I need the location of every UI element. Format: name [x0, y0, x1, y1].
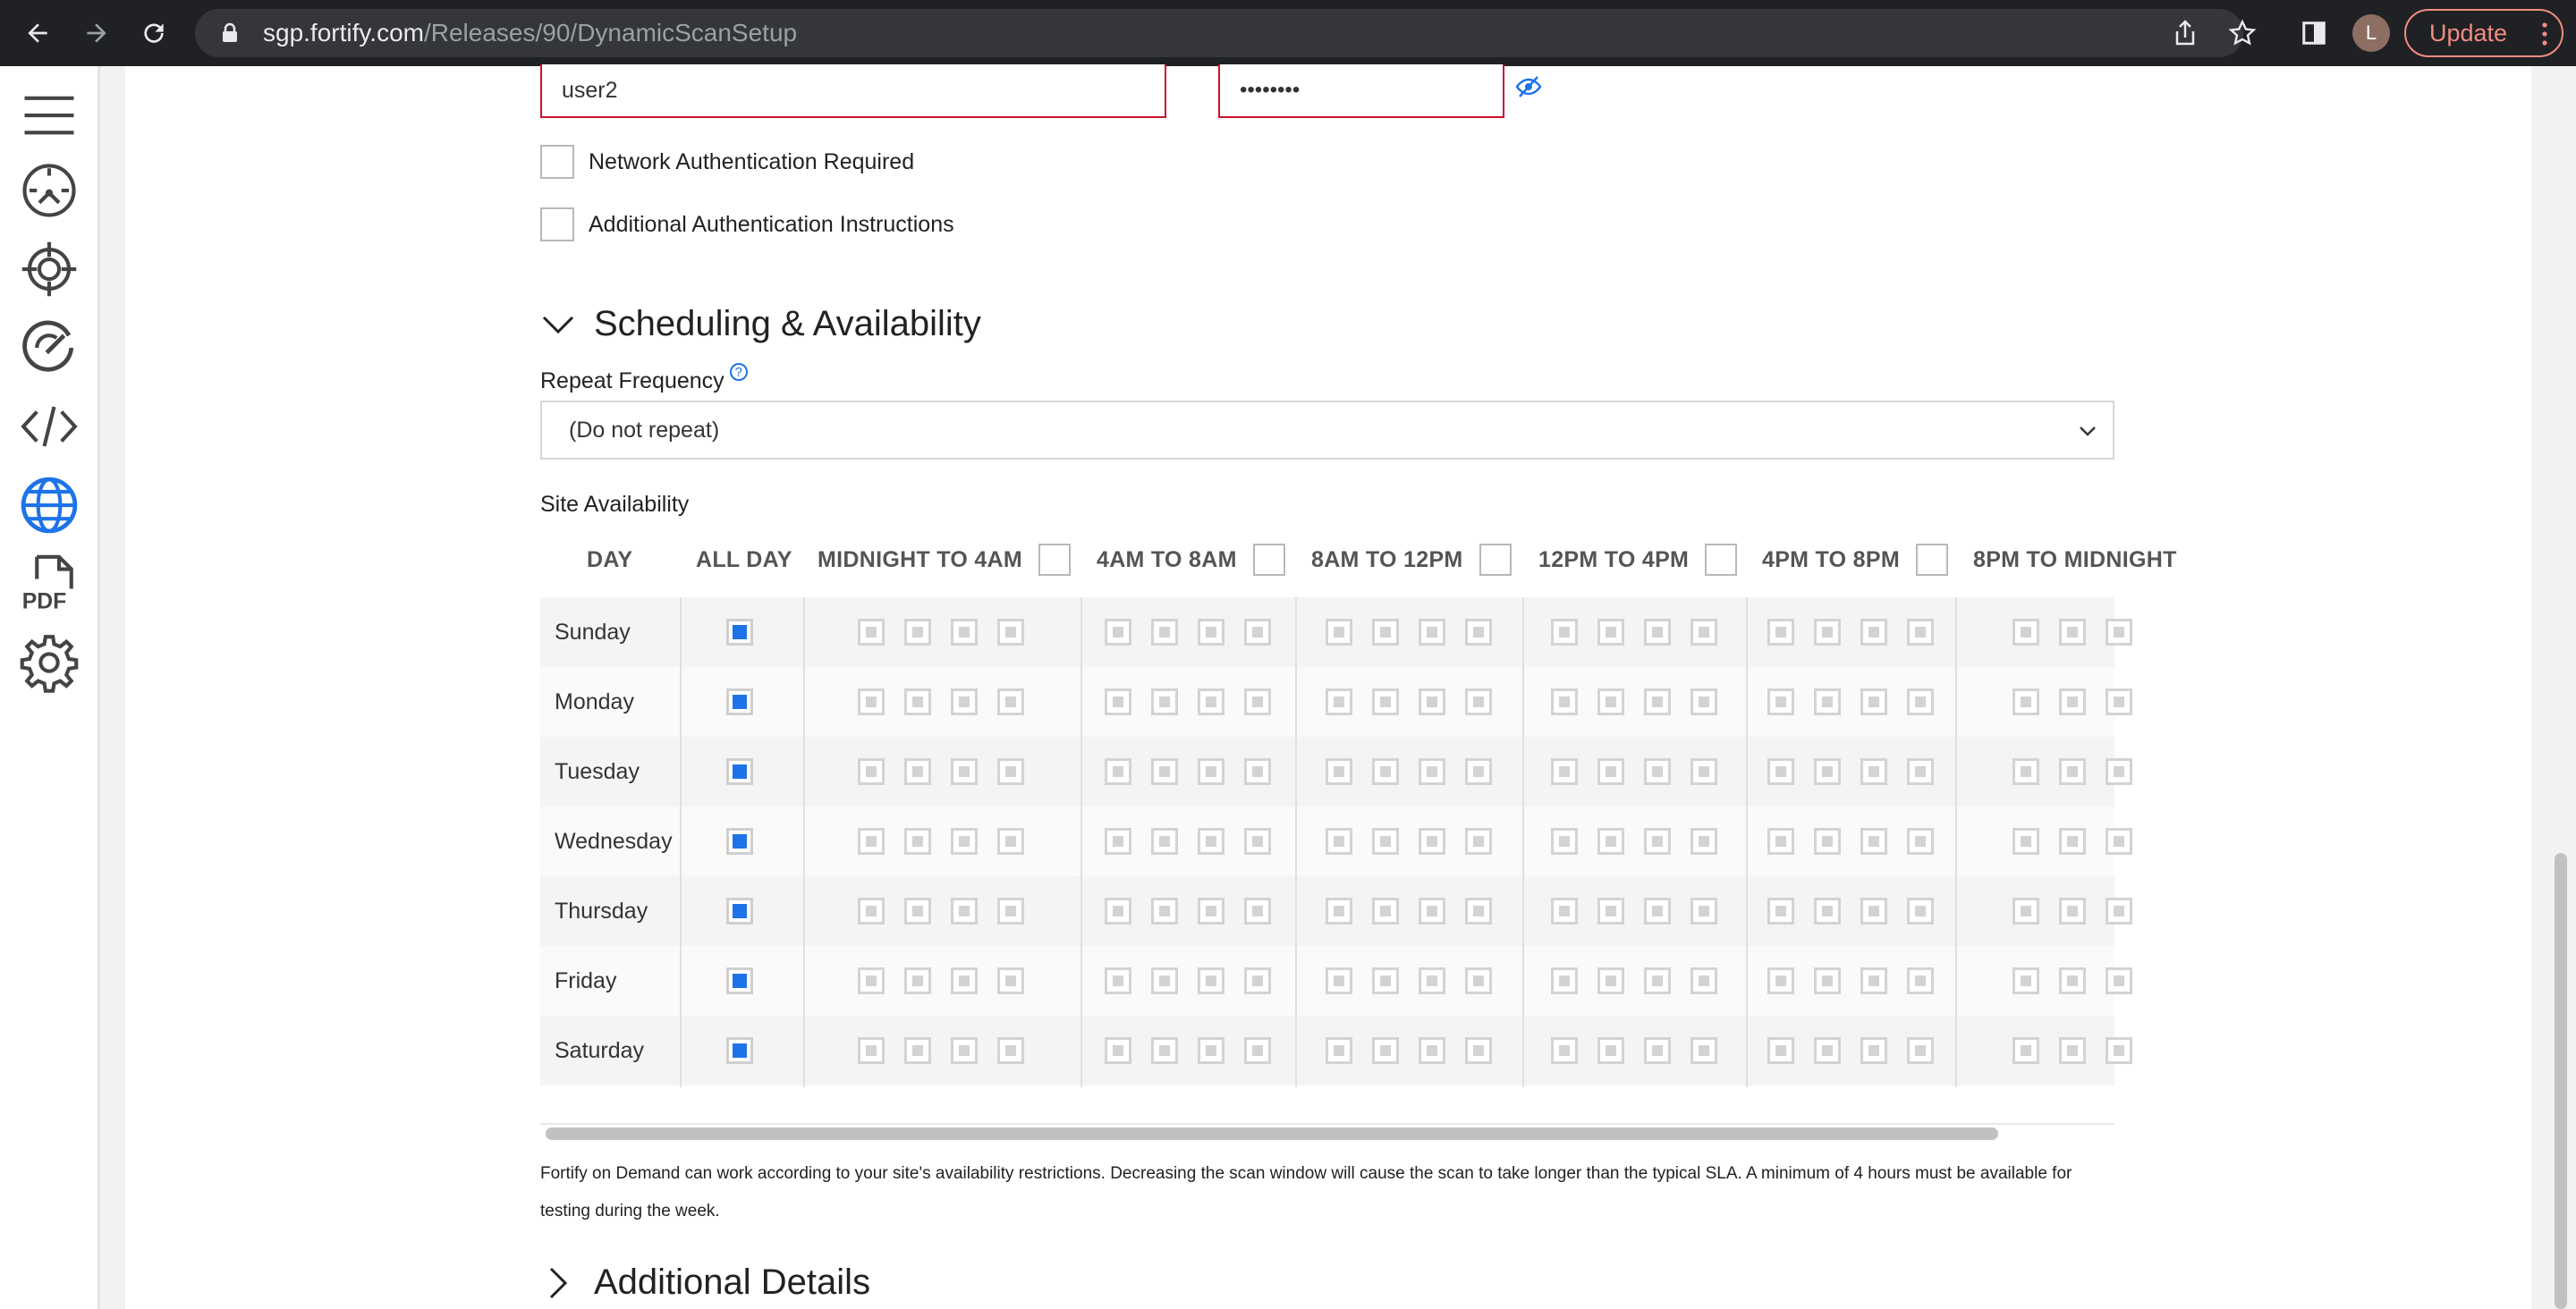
time-slot-checkbox[interactable]	[2012, 619, 2039, 646]
time-slot-checkbox[interactable]	[2012, 1037, 2039, 1064]
time-slot-checkbox[interactable]	[904, 1037, 931, 1064]
time-slot-checkbox[interactable]	[1326, 898, 1352, 925]
time-slot-checkbox[interactable]	[1198, 1037, 1224, 1064]
time-slot-checkbox[interactable]	[1597, 1037, 1624, 1064]
time-slot-checkbox[interactable]	[951, 828, 978, 855]
side-panel-icon[interactable]	[2297, 16, 2331, 50]
time-slot-checkbox[interactable]	[1767, 758, 1794, 785]
col-header-midnight-4am: MIDNIGHT TO 4AM	[818, 522, 1071, 597]
time-slot-checkbox[interactable]	[1907, 828, 1934, 855]
all-day-checkbox[interactable]	[726, 619, 753, 646]
time-slot-checkbox[interactable]	[2106, 758, 2132, 785]
time-slot-checkbox[interactable]	[1907, 898, 1934, 925]
slot-column-checkbox[interactable]	[1479, 544, 1512, 576]
time-slot-checkbox[interactable]	[1151, 688, 1178, 715]
time-slot-checkbox[interactable]	[1907, 758, 1934, 785]
help-icon[interactable]: ?	[730, 363, 748, 381]
time-slot-checkbox[interactable]	[1419, 688, 1445, 715]
time-slot-checkbox[interactable]	[1767, 619, 1794, 646]
day-label: Wednesday	[555, 828, 673, 854]
availability-row-thursday	[540, 876, 2114, 946]
time-slot-checkbox[interactable]	[2106, 688, 2132, 715]
time-slot-checkbox[interactable]	[1372, 758, 1399, 785]
time-slot-checkbox[interactable]	[1326, 688, 1352, 715]
time-slot-checkbox[interactable]	[1198, 828, 1224, 855]
additional-details-section-header[interactable]	[540, 1263, 870, 1303]
time-slot-checkbox[interactable]	[997, 898, 1024, 925]
availability-note: Fortify on Demand can work according to your site's availability restrictions. Decreasing the scan window will cause the scan to take longer than the typical SLA. A minimum of 4 hours must be available for testing during the week.	[540, 1164, 2072, 1220]
time-slot-checkbox[interactable]	[1372, 898, 1399, 925]
time-slot-checkbox[interactable]	[1151, 898, 1178, 925]
time-slot-checkbox[interactable]	[2012, 688, 2039, 715]
time-slot-checkbox[interactable]	[1644, 619, 1671, 646]
time-slot-checkbox[interactable]	[1151, 828, 1178, 855]
network-auth-checkbox[interactable]	[540, 145, 574, 179]
time-slot-checkbox[interactable]	[1814, 758, 1841, 785]
slot-column-checkbox[interactable]	[1253, 544, 1285, 576]
time-slot-checkbox[interactable]	[2059, 967, 2086, 994]
time-slot-checkbox[interactable]	[1372, 828, 1399, 855]
reload-icon[interactable]	[127, 0, 181, 66]
time-slot-checkbox[interactable]	[1767, 898, 1794, 925]
time-slot-checkbox[interactable]	[1372, 619, 1399, 646]
time-slot-checkbox[interactable]	[1419, 898, 1445, 925]
time-slot-checkbox[interactable]	[1372, 688, 1399, 715]
slot-column-checkbox[interactable]	[1038, 544, 1071, 576]
gauge-icon[interactable]	[18, 317, 80, 379]
code-icon[interactable]	[18, 395, 80, 458]
time-slot-checkbox[interactable]	[1644, 898, 1671, 925]
time-slot-checkbox[interactable]	[858, 688, 885, 715]
time-slot-checkbox[interactable]	[1326, 967, 1352, 994]
profile-avatar[interactable]: L	[2352, 14, 2390, 52]
time-slot-checkbox[interactable]	[2059, 619, 2086, 646]
page-scrollbar[interactable]	[2555, 853, 2567, 1309]
time-slot-checkbox[interactable]	[1597, 967, 1624, 994]
share-icon[interactable]	[2168, 16, 2202, 50]
day-label: Tuesday	[555, 758, 640, 784]
more-menu-icon[interactable]	[2542, 21, 2547, 46]
time-slot-checkbox[interactable]	[1244, 1037, 1271, 1064]
time-slot-checkbox[interactable]	[1326, 1037, 1352, 1064]
time-slot-checkbox[interactable]	[1419, 758, 1445, 785]
day-label: Saturday	[555, 1037, 645, 1063]
time-slot-checkbox[interactable]	[2059, 828, 2086, 855]
time-slot-checkbox[interactable]	[951, 1037, 978, 1064]
time-slot-checkbox[interactable]	[2106, 1037, 2132, 1064]
time-slot-checkbox[interactable]	[2059, 688, 2086, 715]
time-slot-checkbox[interactable]	[1860, 1037, 1887, 1064]
time-slot-checkbox[interactable]	[1198, 898, 1224, 925]
time-slot-checkbox[interactable]	[1244, 758, 1271, 785]
time-slot-checkbox[interactable]	[1326, 828, 1352, 855]
time-slot-checkbox[interactable]	[1814, 688, 1841, 715]
time-slot-checkbox[interactable]	[2012, 758, 2039, 785]
time-slot-checkbox[interactable]	[904, 898, 931, 925]
time-slot-checkbox[interactable]	[1814, 898, 1841, 925]
time-slot-checkbox[interactable]	[1860, 758, 1887, 785]
time-slot-checkbox[interactable]	[997, 828, 1024, 855]
time-slot-checkbox[interactable]	[1597, 688, 1624, 715]
time-slot-checkbox[interactable]	[1244, 898, 1271, 925]
time-slot-checkbox[interactable]	[1151, 619, 1178, 646]
time-slot-checkbox[interactable]	[1551, 1037, 1578, 1064]
browser-toolbar	[0, 0, 2576, 66]
grid-horizontal-scrollbar[interactable]	[546, 1127, 1998, 1140]
time-slot-checkbox[interactable]	[2106, 828, 2132, 855]
all-day-checkbox[interactable]	[726, 758, 753, 785]
availability-row-wednesday	[540, 807, 2114, 876]
time-slot-checkbox[interactable]	[1690, 1037, 1717, 1064]
additional-auth-label: Additional Authentication Instructions	[589, 211, 954, 237]
time-slot-checkbox[interactable]	[1644, 967, 1671, 994]
time-slot-checkbox[interactable]	[2059, 1037, 2086, 1064]
repeat-frequency-select[interactable]	[540, 401, 2114, 460]
time-slot-checkbox[interactable]	[1244, 619, 1271, 646]
col-header-day: DAY	[587, 546, 633, 572]
time-slot-checkbox[interactable]	[1244, 688, 1271, 715]
time-slot-checkbox[interactable]	[1465, 688, 1492, 715]
time-slot-checkbox[interactable]	[1198, 619, 1224, 646]
scheduling-section-title: Scheduling & Availability	[594, 304, 981, 343]
time-slot-checkbox[interactable]	[904, 758, 931, 785]
time-slot-checkbox[interactable]	[1860, 619, 1887, 646]
grid-divider	[1295, 597, 1297, 1087]
time-slot-checkbox[interactable]	[904, 828, 931, 855]
additional-auth-checkbox-row[interactable]	[540, 207, 954, 241]
time-slot-checkbox[interactable]	[997, 758, 1024, 785]
time-slot-checkbox[interactable]	[1372, 967, 1399, 994]
day-label: Friday	[555, 967, 617, 993]
all-day-checkbox[interactable]	[726, 688, 753, 715]
availability-row-monday	[540, 667, 2114, 737]
time-slot-checkbox[interactable]	[1465, 1037, 1492, 1064]
time-slot-checkbox[interactable]	[2012, 898, 2039, 925]
time-slot-checkbox[interactable]	[1326, 758, 1352, 785]
col-header-all-day: ALL DAY	[696, 546, 792, 572]
time-slot-checkbox[interactable]	[1105, 688, 1131, 715]
time-slot-checkbox[interactable]	[1597, 758, 1624, 785]
slot-column-checkbox[interactable]	[1705, 544, 1737, 576]
network-auth-label: Network Authentication Required	[589, 148, 915, 174]
address-bar[interactable]	[195, 9, 2243, 57]
col-header-8am-12pm: 8AM TO 12PM	[1311, 522, 1512, 597]
availability-grid	[540, 522, 2177, 1087]
time-slot-checkbox[interactable]	[1814, 828, 1841, 855]
time-slot-checkbox[interactable]	[1105, 967, 1131, 994]
time-slot-checkbox[interactable]	[1551, 688, 1578, 715]
grid-divider	[1080, 597, 1082, 1087]
time-slot-checkbox[interactable]	[1690, 619, 1717, 646]
time-slot-checkbox[interactable]	[1907, 619, 1934, 646]
time-slot-checkbox[interactable]	[1244, 828, 1271, 855]
time-slot-checkbox[interactable]	[1814, 967, 1841, 994]
url-text: sgp.fortify.com/Releases/90/DynamicScanSetup	[263, 19, 798, 46]
menu-icon[interactable]	[18, 84, 80, 147]
username-value: user2	[562, 77, 618, 103]
time-slot-checkbox[interactable]	[997, 967, 1024, 994]
network-auth-checkbox-row[interactable]	[540, 145, 914, 179]
chevron-down-icon	[2077, 420, 2098, 442]
chevron-right-icon	[540, 1265, 576, 1301]
time-slot-checkbox[interactable]	[1907, 1037, 1934, 1064]
time-slot-checkbox[interactable]	[2106, 619, 2132, 646]
time-slot-checkbox[interactable]	[1860, 967, 1887, 994]
time-slot-checkbox[interactable]	[1860, 898, 1887, 925]
grid-divider	[1522, 597, 1524, 1087]
day-label: Monday	[555, 688, 634, 714]
time-slot-checkbox[interactable]	[1644, 758, 1671, 785]
password-field[interactable]	[1218, 64, 1504, 118]
col-header-4am-8am: 4AM TO 8AM	[1097, 522, 1285, 597]
grid-divider	[680, 597, 682, 1087]
password-value: ••••••••	[1240, 78, 1301, 102]
target-icon[interactable]	[18, 238, 80, 300]
time-slot-checkbox[interactable]	[1198, 967, 1224, 994]
additional-details-title: Additional Details	[594, 1263, 871, 1302]
repeat-frequency-label: Repeat Frequency ?	[540, 368, 748, 394]
time-slot-checkbox[interactable]	[1465, 828, 1492, 855]
time-slot-checkbox[interactable]	[1244, 967, 1271, 994]
site-availability-label: Site Availability	[540, 492, 690, 517]
time-slot-checkbox[interactable]	[1860, 828, 1887, 855]
col-header-12pm-4pm: 12PM TO 4PM	[1538, 522, 1737, 597]
time-slot-checkbox[interactable]	[1465, 967, 1492, 994]
repeat-frequency-value: (Do not repeat)	[569, 417, 720, 443]
time-slot-checkbox[interactable]	[2106, 967, 2132, 994]
time-slot-checkbox[interactable]	[1326, 619, 1352, 646]
time-slot-checkbox[interactable]	[951, 967, 978, 994]
availability-row-tuesday	[540, 737, 2114, 807]
time-slot-checkbox[interactable]	[1767, 967, 1794, 994]
bookmark-star-icon[interactable]	[2225, 16, 2259, 50]
time-slot-checkbox[interactable]	[858, 758, 885, 785]
time-slot-checkbox[interactable]	[1465, 898, 1492, 925]
scheduling-section-header[interactable]	[540, 304, 981, 344]
time-slot-checkbox[interactable]	[1690, 967, 1717, 994]
time-slot-checkbox[interactable]	[1105, 828, 1131, 855]
chevron-down-icon	[540, 307, 576, 342]
time-slot-checkbox[interactable]	[858, 1037, 885, 1064]
update-button[interactable]: Update	[2404, 9, 2563, 57]
time-slot-checkbox[interactable]	[997, 1037, 1024, 1064]
time-slot-checkbox[interactable]	[1419, 828, 1445, 855]
time-slot-checkbox[interactable]	[1198, 688, 1224, 715]
page-gutter-left	[100, 66, 125, 1309]
grid-divider	[1955, 597, 1957, 1087]
time-slot-checkbox[interactable]	[904, 619, 931, 646]
time-slot-checkbox[interactable]	[1690, 688, 1717, 715]
time-slot-checkbox[interactable]	[1105, 1037, 1131, 1064]
time-slot-checkbox[interactable]	[2059, 898, 2086, 925]
time-slot-checkbox[interactable]	[1597, 828, 1624, 855]
time-slot-checkbox[interactable]	[1419, 1037, 1445, 1064]
svg-text:PDF: PDF	[21, 589, 67, 614]
time-slot-checkbox[interactable]	[1551, 758, 1578, 785]
time-slot-checkbox[interactable]	[904, 688, 931, 715]
grid-divider	[1746, 597, 1748, 1087]
time-slot-checkbox[interactable]	[1551, 828, 1578, 855]
back-icon[interactable]	[11, 0, 64, 66]
time-slot-checkbox[interactable]	[1551, 967, 1578, 994]
time-slot-checkbox[interactable]	[1644, 828, 1671, 855]
forward-icon[interactable]	[70, 0, 123, 66]
col-header-4pm-8pm: 4PM TO 8PM	[1762, 522, 1948, 597]
left-nav-rail	[0, 66, 100, 1309]
all-day-checkbox[interactable]	[726, 967, 753, 994]
time-slot-checkbox[interactable]	[997, 619, 1024, 646]
grid-divider	[803, 597, 805, 1087]
col-header-8pm-midnight: 8PM TO MIDNIGHT	[1973, 546, 2177, 572]
time-slot-checkbox[interactable]	[1419, 967, 1445, 994]
show-password-icon[interactable]	[1515, 73, 1542, 100]
day-label: Thursday	[555, 898, 648, 924]
time-slot-checkbox[interactable]	[1597, 619, 1624, 646]
all-day-checkbox[interactable]	[726, 828, 753, 855]
time-slot-checkbox[interactable]	[1105, 619, 1131, 646]
time-slot-checkbox[interactable]	[858, 967, 885, 994]
time-slot-checkbox[interactable]	[2106, 898, 2132, 925]
time-slot-checkbox[interactable]	[1860, 688, 1887, 715]
time-slot-checkbox[interactable]	[1105, 758, 1131, 785]
time-slot-checkbox[interactable]	[2012, 967, 2039, 994]
time-slot-checkbox[interactable]	[1767, 688, 1794, 715]
time-slot-checkbox[interactable]	[1907, 688, 1934, 715]
availability-row-saturday	[540, 1016, 2114, 1085]
time-slot-checkbox[interactable]	[1151, 1037, 1178, 1064]
time-slot-checkbox[interactable]	[1767, 1037, 1794, 1064]
page-gutter-right	[2531, 66, 2576, 1309]
slot-column-checkbox[interactable]	[1916, 544, 1948, 576]
time-slot-checkbox[interactable]	[858, 619, 885, 646]
time-slot-checkbox[interactable]	[951, 619, 978, 646]
pdf-icon[interactable]	[18, 553, 80, 615]
time-slot-checkbox[interactable]	[1551, 619, 1578, 646]
time-slot-checkbox[interactable]	[997, 688, 1024, 715]
time-slot-checkbox[interactable]	[858, 898, 885, 925]
time-slot-checkbox[interactable]	[1814, 1037, 1841, 1064]
all-day-checkbox[interactable]	[726, 1037, 753, 1064]
time-slot-checkbox[interactable]	[1465, 758, 1492, 785]
time-slot-checkbox[interactable]	[1690, 758, 1717, 785]
lock-icon	[215, 22, 245, 44]
time-slot-checkbox[interactable]	[2012, 828, 2039, 855]
time-slot-checkbox[interactable]	[1551, 898, 1578, 925]
time-slot-checkbox[interactable]	[1465, 619, 1492, 646]
time-slot-checkbox[interactable]	[951, 688, 978, 715]
time-slot-checkbox[interactable]	[1151, 758, 1178, 785]
time-slot-checkbox[interactable]	[1644, 688, 1671, 715]
dashboard-icon[interactable]	[18, 159, 80, 222]
time-slot-checkbox[interactable]	[1814, 619, 1841, 646]
time-slot-checkbox[interactable]	[2059, 758, 2086, 785]
time-slot-checkbox[interactable]	[1597, 898, 1624, 925]
availability-row-sunday	[540, 597, 2114, 667]
time-slot-checkbox[interactable]	[1105, 898, 1131, 925]
time-slot-checkbox[interactable]	[1372, 1037, 1399, 1064]
time-slot-checkbox[interactable]	[1690, 828, 1717, 855]
time-slot-checkbox[interactable]	[904, 967, 931, 994]
availability-row-friday	[540, 946, 2114, 1016]
time-slot-checkbox[interactable]	[1151, 967, 1178, 994]
time-slot-checkbox[interactable]	[1644, 1037, 1671, 1064]
all-day-checkbox[interactable]	[726, 898, 753, 925]
time-slot-checkbox[interactable]	[951, 898, 978, 925]
globe-icon[interactable]	[18, 474, 80, 536]
time-slot-checkbox[interactable]	[1419, 619, 1445, 646]
time-slot-checkbox[interactable]	[1690, 898, 1717, 925]
time-slot-checkbox[interactable]	[858, 828, 885, 855]
gear-icon[interactable]	[18, 631, 80, 694]
time-slot-checkbox[interactable]	[951, 758, 978, 785]
username-field[interactable]	[540, 64, 1166, 118]
time-slot-checkbox[interactable]	[1907, 967, 1934, 994]
time-slot-checkbox[interactable]	[1198, 758, 1224, 785]
day-label: Sunday	[555, 619, 631, 645]
time-slot-checkbox[interactable]	[1767, 828, 1794, 855]
additional-auth-checkbox[interactable]	[540, 207, 574, 241]
